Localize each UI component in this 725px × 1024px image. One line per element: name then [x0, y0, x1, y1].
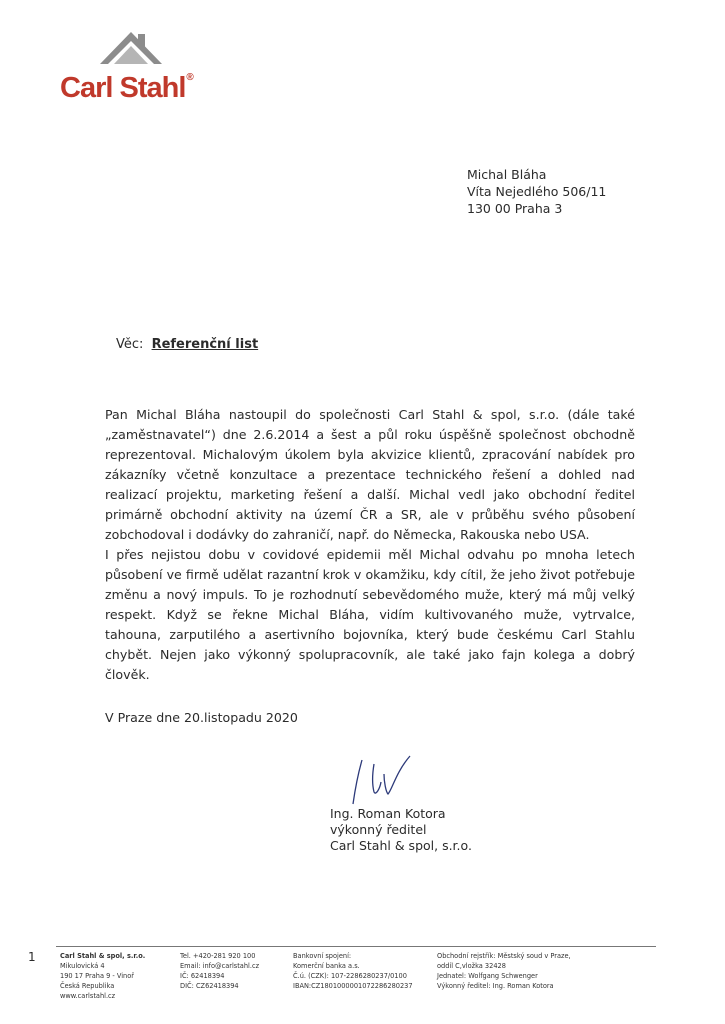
subject-line: [116, 337, 258, 352]
footer-dic: DIČ: CZ62418394: [180, 982, 239, 990]
footer-register-court: Obchodní rejstřík: Městský soud v Praze,: [437, 952, 571, 960]
place-date: V Praze dne 20.listopadu 2020: [105, 710, 298, 725]
page-number: 1: [28, 950, 36, 964]
recipient-name: Michal Bláha: [467, 167, 547, 182]
signatory-name: Ing. Roman Kotora: [330, 806, 446, 821]
roof-icon: [96, 28, 166, 74]
footer-website: www.carlstahl.cz: [60, 992, 116, 1000]
footer-executive: Jednatel: Wolfgang Schwenger: [437, 972, 538, 980]
footer-bank: [293, 951, 413, 991]
signatory-position: výkonný ředitel: [330, 822, 427, 837]
footer-register-section: oddíl C,vložka 32428: [437, 962, 506, 970]
footer-bank-label: Bankovní spojení:: [293, 952, 352, 960]
footer-iban: IBAN:CZ1801000001072286280237: [293, 982, 413, 990]
footer-country: Česká Republika: [60, 982, 115, 990]
footer-company-address: [60, 951, 145, 1001]
logo-wordmark: Carl Stahl®: [60, 72, 193, 104]
footer-company-name: Carl Stahl & spol, s.r.o.: [60, 952, 146, 960]
company-logo: [60, 28, 220, 108]
footer-email: Email: info@carlstahl.cz: [180, 962, 260, 970]
signatory-block: [330, 806, 472, 854]
subject-title: Referenční list: [151, 337, 259, 352]
footer-divider: [56, 946, 656, 947]
subject-label: Věc:: [116, 337, 144, 352]
recipient-address: [467, 166, 606, 217]
handwritten-signature: [348, 752, 428, 810]
footer-director: Výkonný ředitel: Ing. Roman Kotora: [437, 982, 554, 990]
signatory-company: Carl Stahl & spol, s.r.o.: [330, 838, 472, 853]
recipient-street: Víta Nejedlého 506/11: [467, 184, 607, 199]
footer-contacts: [180, 951, 259, 991]
recipient-city: 130 00 Praha 3: [467, 201, 563, 216]
footer-bank-name: Komerční banka a.s.: [293, 962, 360, 970]
footer-ico: IČ: 62418394: [180, 972, 225, 980]
footer-account: Č.ú. (CZK): 107-2286280237/0100: [293, 972, 407, 980]
footer-register: [437, 951, 571, 991]
footer-street: Mikulovická 4: [60, 962, 105, 970]
footer-phone: Tel. +420-281 920 100: [180, 952, 256, 960]
footer-city: 190 17 Praha 9 - Vinoř: [60, 972, 134, 980]
body-paragraph-1: Pan Michal Bláha nastoupil do společnosti Carl Stahl & spol, s.r.o. (dále také „zaměstnavatel“) dne 2.6.2014 a šest a půl roku úspěšně společnost obchodně reprezentoval. Michalovým úkolem byla akvizice klientů, zpracování nabídek pro zákazníky včetně konzultace a prezentace technického řešení a dohled nad realizací projektu, marketing řešení a další. Michal vedl jako obchodní ředitel primárně obchodní aktivity na území ČR a SR, ale v průběhu svého působení zobchodoval i dodávky do zahraničí, např. do Německa, Rakouska nebo USA.: [105, 407, 635, 542]
body-paragraph-2: I přes nejistou dobu v covidové epidemii měl Michal odvahu po mnoha letech působení ve firmě udělat razantní krok v okamžiku, kdy cítil, že jeho život potřebuje změnu a nový impuls. To je rozhodnutí sebevědomého muže, který má můj velký respekt. Když se řekne Michal Bláha, vidím kultivovaného muže, vytrvalce, tahouna, zarputilého a asertivního bojovníka, který bude českému Carl Stahlu chybět. Nejen jako výkonný spolupracovník, ale také jako fajn kolega a dobrý člověk.: [105, 547, 635, 682]
